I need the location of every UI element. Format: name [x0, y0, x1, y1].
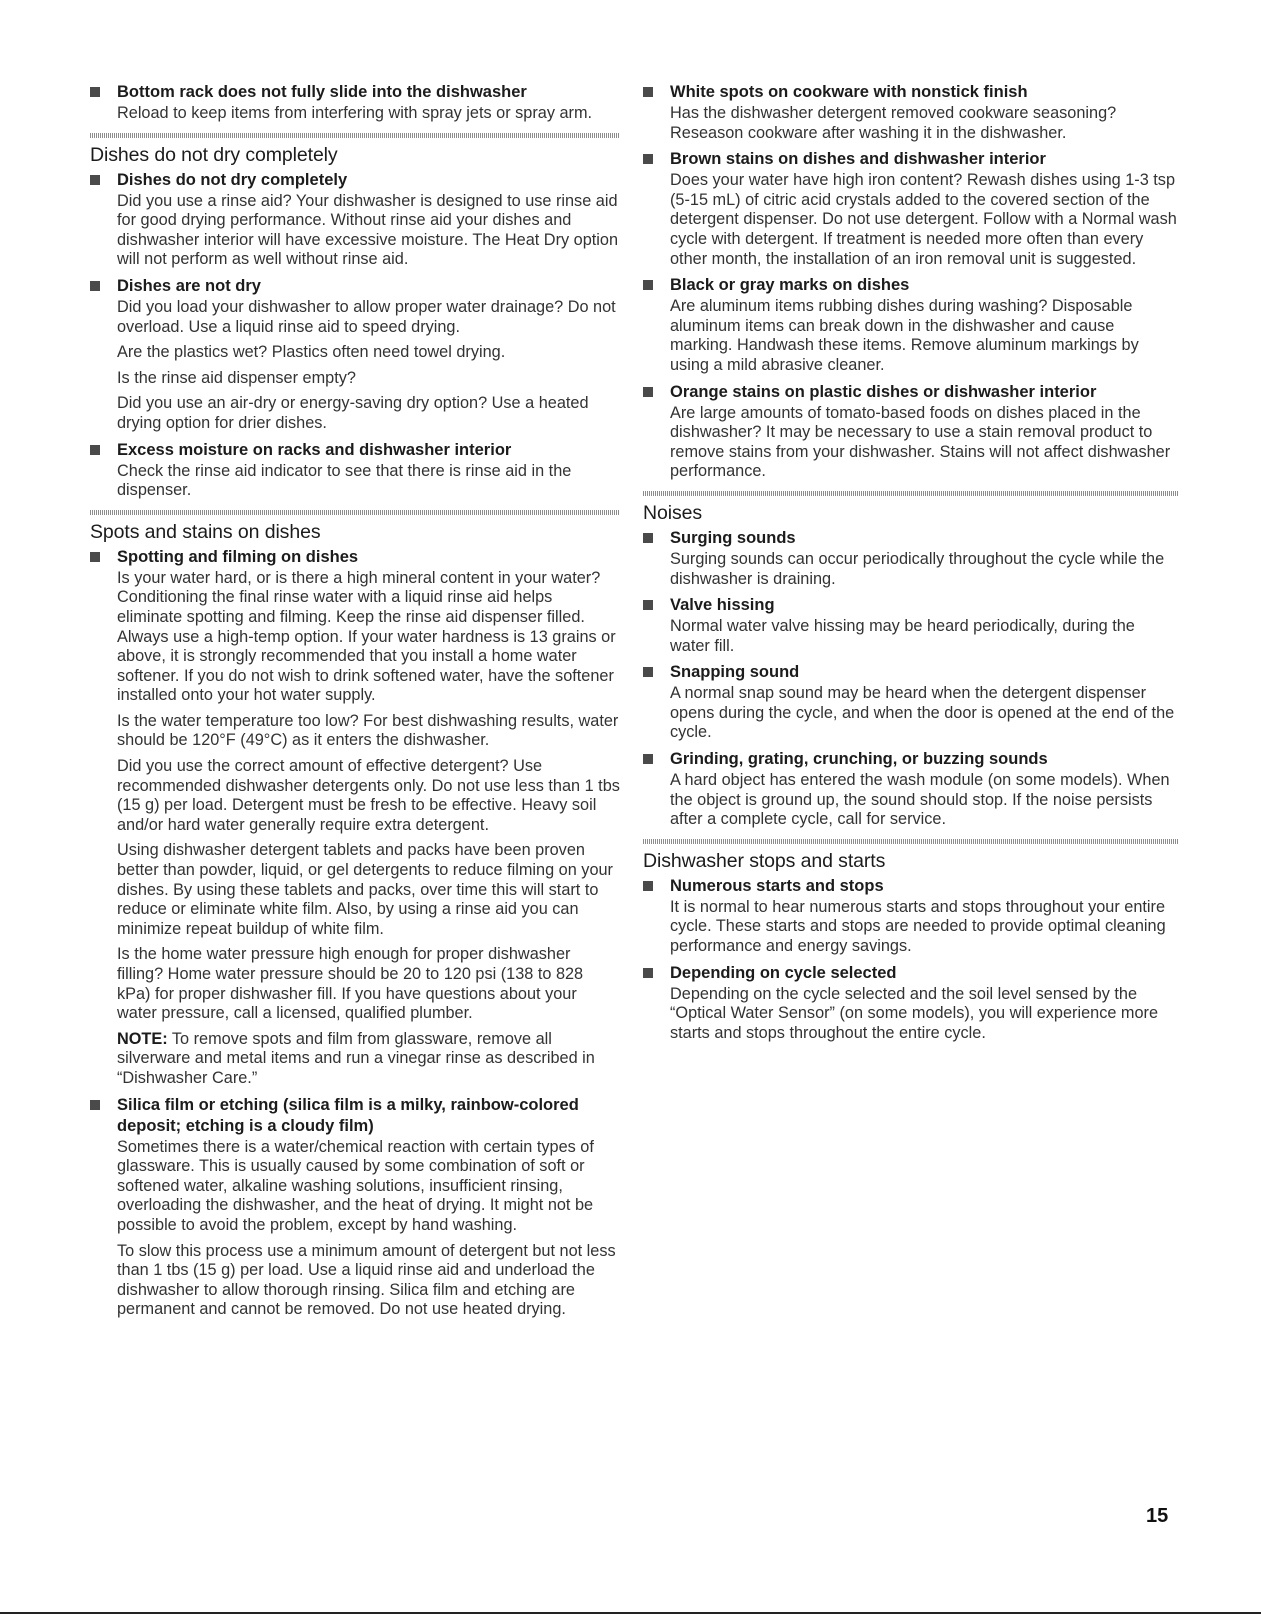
- item-title: [643, 963, 1178, 984]
- item-title-text: Excess moisture on racks and dishwasher interior: [117, 440, 512, 459]
- paragraph-text: Normal water valve hissing may be heard periodically, during the water fill.: [670, 617, 1135, 655]
- paragraph-text: Using dishwasher detergent tablets and packs have been proven better than powder, liquid, or gel detergents to reduce filming on your dishes. By using these tablets and packs, over time this will start to reduce or eliminate white film. Also, by using a rinse aid you can minimize repeat buildup of white film.: [117, 841, 613, 938]
- item-paragraph: [643, 771, 1178, 830]
- square-bullet-icon: [90, 87, 100, 97]
- paragraph-text: Is the home water pressure high enough for proper dishwasher filling? Home water pressure should be 20 to 120 psi (138 to 828 kPa) for proper dishwasher fill. If you have questions about your water pressure, call a licensed, qualified plumber.: [117, 945, 584, 1023]
- item-title: [643, 382, 1178, 403]
- paragraph-text: Did you load your dishwasher to allow proper water drainage? Do not overload. Use a liquid rinse aid to speed drying.: [117, 297, 616, 336]
- square-bullet-icon: [643, 754, 653, 764]
- item-title-text: Dishes do not dry completely: [117, 170, 348, 189]
- paragraph-text: Is your water hard, or is there a high mineral content in your water? Conditioning the final rinse water with a liquid rinse aid helps eliminate spotting and filming. Keep the rinse aid dispenser filled. Always use a high-temp option. If your water hardness is 13 grains or above, it is strongly recommended that you install a home water softener. If you do not wish to drink softened water, have the softener installed onto your hot water supply.: [117, 568, 616, 705]
- item-paragraph: [90, 569, 620, 706]
- paragraph-text: Check the rinse aid indicator to see that there is rinse aid in the dispenser.: [117, 461, 572, 500]
- square-bullet-icon: [643, 154, 653, 164]
- paragraph-text: Is the rinse aid dispenser empty?: [117, 368, 356, 387]
- paragraph-text: Are large amounts of tomato-based foods on dishes placed in the dishwasher? It may be necessary to use a stain removal product to remove stains from your dishwasher. Stains will not affect dishwasher performance.: [670, 403, 1171, 481]
- item-paragraph: [90, 462, 620, 501]
- item-title: [643, 528, 1178, 549]
- item-paragraph: [643, 171, 1178, 269]
- paragraph-text: Depending on the cycle selected and the soil level sensed by the “Optical Water Sensor” (on some models), you will experience more starts and stops throughout the entire cycle.: [670, 984, 1159, 1042]
- item-title: [90, 82, 620, 103]
- item-title: [643, 595, 1178, 616]
- section: [643, 839, 1178, 1044]
- item-paragraph: [90, 192, 620, 270]
- item-title-text: Valve hissing: [670, 596, 775, 615]
- square-bullet-icon: [643, 387, 653, 397]
- square-bullet-icon: [643, 533, 653, 543]
- troubleshooting-item: [90, 547, 620, 1089]
- item-paragraph: [90, 343, 620, 363]
- section-divider: [643, 491, 1178, 496]
- item-title-text: White spots on cookware with nonstick finish: [670, 83, 1028, 101]
- paragraph-text: Sometimes there is a water/chemical reaction with certain types of glassware. This is usually caused by some combination of soft or softened water, alkaline washing solutions, insufficient rinsing, overloading the dishwasher, and the heat of drying. It might not be possible to avoid the problem, except by hand washing.: [117, 1137, 594, 1234]
- troubleshooting-item: [90, 276, 620, 434]
- item-paragraph: [90, 1138, 620, 1236]
- item-paragraph: [643, 404, 1178, 482]
- troubleshooting-item: [90, 82, 620, 124]
- item-title-text: Snapping sound: [670, 663, 800, 682]
- square-bullet-icon: [643, 667, 653, 677]
- square-bullet-icon: [643, 87, 653, 97]
- square-bullet-icon: [90, 175, 100, 185]
- item-title-text: Silica film or etching (silica film is a milky, rainbow-colored deposit; etching is a cloudy film): [117, 1095, 579, 1135]
- troubleshooting-item: [643, 876, 1178, 957]
- troubleshooting-item: [643, 82, 1178, 143]
- right-column: [643, 80, 1178, 1049]
- item-paragraph: [90, 104, 620, 124]
- section-title: Dishes do not dry completely: [90, 143, 338, 166]
- paragraph-text: Surging sounds can occur periodically throughout the cycle while the dishwasher is draining.: [670, 549, 1165, 588]
- item-title: [90, 170, 620, 191]
- item-title-text: Spotting and filming on dishes: [117, 547, 359, 566]
- item-title-text: Black or gray marks on dishes: [670, 276, 910, 295]
- item-title: [643, 149, 1178, 170]
- item-paragraph: [90, 757, 620, 835]
- item-title-text: Orange stains on plastic dishes or dishwasher interior: [670, 382, 1097, 401]
- item-paragraph: [90, 1030, 620, 1089]
- item-paragraph: [90, 841, 620, 939]
- square-bullet-icon: [643, 968, 653, 978]
- item-title-text: Depending on cycle selected: [670, 963, 897, 982]
- item-paragraph: [643, 297, 1178, 375]
- item-paragraph: [643, 617, 1178, 656]
- item-title-text: Numerous starts and stops: [670, 876, 884, 895]
- page-number: 15: [1146, 1505, 1169, 1527]
- paragraph-text: Is the water temperature too low? For best dishwashing results, water should be 120°F (49°C) as it enters the dishwasher.: [117, 711, 619, 750]
- troubleshooting-item: [90, 440, 620, 501]
- paragraph-text: Did you use an air-dry or energy-saving dry option? Use a heated drying option for drier dishes.: [117, 394, 589, 432]
- section: [90, 82, 620, 124]
- paragraph-text: It is normal to hear numerous starts and stops throughout your entire cycle. These starts and stops are needed to provide optimal cleaning performance and energy savings.: [670, 897, 1166, 956]
- paragraph-text: Are aluminum items rubbing dishes during washing? Disposable aluminum items can break down in the dishwasher and cause marking. Handwash these items. Remove aluminum markings by using a mild abrasive cleaner.: [670, 297, 1139, 374]
- item-title: [90, 1095, 620, 1137]
- item-title: [643, 662, 1178, 683]
- item-title: [90, 440, 620, 461]
- troubleshooting-item: [643, 749, 1178, 830]
- item-paragraph: [643, 898, 1178, 957]
- troubleshooting-item: [90, 170, 620, 270]
- paragraph-text: Does your water have high iron content? Rewash dishes using 1-3 tsp (5-15 mL) of citric acid crystals added to the covered section of the detergent dispenser. Do not use detergent. Follow with a Normal wash cycle with detergent. If treatment is needed more often than every other month, the installation of an iron removal unit is suggested.: [670, 171, 1177, 268]
- item-title-text: Surging sounds: [670, 528, 796, 547]
- paragraph-text: To slow this process use a minimum amount of detergent but not less than 1 tbs (15 g) per load. Use a liquid rinse aid and underload the dishwasher to allow thorough rinsing. Silica film and etching are permanent and cannot be removed. Do not use heated drying.: [117, 1241, 616, 1319]
- troubleshooting-item: [643, 963, 1178, 1044]
- paragraph-text: To remove spots and film from glassware, remove all silverware and metal items and run a vinegar rinse as described in “Dishwasher Care.”: [117, 1029, 595, 1087]
- section: [90, 510, 620, 1320]
- item-title: [643, 82, 1178, 103]
- item-paragraph: [90, 1242, 620, 1320]
- section-divider: [90, 133, 620, 138]
- paragraph-text: Has the dishwasher detergent removed cookware seasoning? Reseason cookware after washing it in the dishwasher.: [670, 104, 1117, 142]
- square-bullet-icon: [90, 281, 100, 291]
- troubleshooting-item: [643, 382, 1178, 482]
- section: [643, 82, 1178, 482]
- left-column: [90, 80, 620, 1326]
- section-title: Dishwasher stops and starts: [643, 849, 886, 872]
- paragraph-text: Did you use the correct amount of effective detergent? Use recommended dishwasher detergents only. Do not use less than 1 tbs (15 g) per load. Detergent must be fresh to be effective. Heavy soil and/or hard water generally require extra detergent.: [117, 757, 620, 834]
- troubleshooting-item: [643, 595, 1178, 656]
- section-title: Spots and stains on dishes: [90, 520, 321, 543]
- item-paragraph: [643, 550, 1178, 589]
- section-title: Noises: [643, 501, 703, 524]
- square-bullet-icon: [643, 280, 653, 290]
- item-title: [90, 276, 620, 297]
- section-divider: [643, 839, 1178, 844]
- item-paragraph: [90, 298, 620, 337]
- item-paragraph: [643, 104, 1178, 143]
- square-bullet-icon: [643, 881, 653, 891]
- section: [90, 133, 620, 501]
- item-paragraph: [90, 394, 620, 433]
- paragraph-text: A normal snap sound may be heard when the detergent dispenser opens during the cycle, and when the door is opened at the end of the cycle.: [670, 684, 1175, 742]
- item-title-text: Bottom rack does not fully slide into the dishwasher: [117, 83, 527, 101]
- paragraph-text: A hard object has entered the wash module (on some models). When the object is ground up, the sound should stop. If the noise persists after a complete cycle, call for service.: [670, 771, 1170, 829]
- page-bottom-rule: [0, 1612, 1261, 1614]
- item-title: [90, 547, 620, 568]
- square-bullet-icon: [90, 1100, 100, 1110]
- paragraph-text: Are the plastics wet? Plastics often need towel drying.: [117, 343, 506, 362]
- troubleshooting-item: [643, 275, 1178, 375]
- item-paragraph: [90, 712, 620, 751]
- item-title-text: Dishes are not dry: [117, 276, 261, 295]
- section: [643, 491, 1178, 830]
- item-title: [643, 749, 1178, 770]
- paragraph-text: Did you use a rinse aid? Your dishwasher is designed to use rinse aid for good drying performance. Without rinse aid your dishes and dishwasher interior will have excessive moisture. The Heat Dry option will not perform as well without rinse aid.: [117, 191, 619, 269]
- paragraph-text: Reload to keep items from interfering with spray jets or spray arm.: [117, 104, 593, 122]
- item-paragraph: [643, 985, 1178, 1044]
- item-title: [643, 876, 1178, 897]
- troubleshooting-item: [90, 1095, 620, 1320]
- note-label: NOTE:: [117, 1029, 168, 1048]
- item-title-text: Brown stains on dishes and dishwasher interior: [670, 150, 1046, 169]
- item-paragraph: [90, 369, 620, 389]
- troubleshooting-item: [643, 662, 1178, 743]
- section-divider: [90, 510, 620, 515]
- square-bullet-icon: [643, 600, 653, 610]
- square-bullet-icon: [90, 552, 100, 562]
- item-paragraph: [90, 945, 620, 1023]
- troubleshooting-item: [643, 528, 1178, 589]
- item-paragraph: [643, 684, 1178, 743]
- square-bullet-icon: [90, 445, 100, 455]
- troubleshooting-item: [643, 149, 1178, 269]
- item-title-text: Grinding, grating, crunching, or buzzing sounds: [670, 750, 1048, 769]
- item-title: [643, 275, 1178, 296]
